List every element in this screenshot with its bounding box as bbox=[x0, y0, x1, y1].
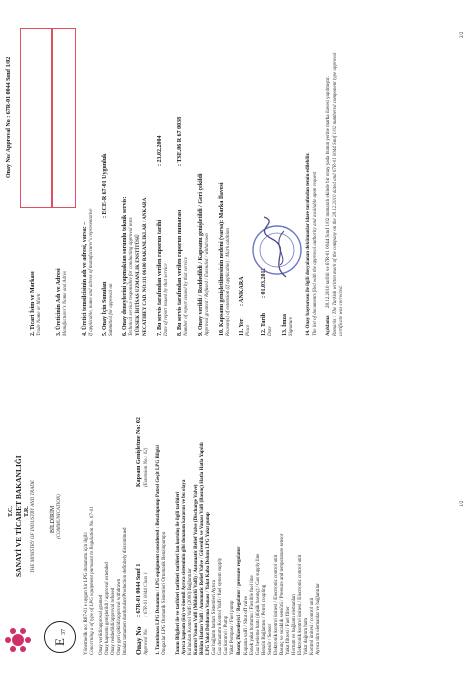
page-number-left: 1/2 bbox=[460, 500, 465, 507]
component-line: Tanım Bilgileri ile ve tarihleri tarihleri tarihleri lan kuruluş ile ilgili tarihleri bbox=[176, 491, 181, 655]
component-line: Esnek yakıt hortumu / Flexible fuel line bbox=[250, 575, 255, 655]
option-line: Onay kapsamı genişletildi / approval extended bbox=[105, 562, 110, 655]
item-2-label: 2. Ticari İsim ve Markası bbox=[30, 271, 36, 336]
item-14-label: 14. Onay başvurusu ile ilgili dosyalanan dokümanlar idare tarafından temin edilebilir. bbox=[306, 152, 311, 336]
item-5-value: : ECE-R 67-01 Uygunluk bbox=[102, 153, 108, 218]
item-8-label: 8. Bu servis tarafından verilen raporun numarası bbox=[177, 209, 183, 336]
item-5-label: 5. Onay İçin Sunulan bbox=[102, 281, 108, 336]
item-8-value: : TSE.06 R 67 0038 bbox=[177, 116, 183, 166]
regulation-line: Yönetmelik no: R67-01 e uygun bir LPG donanımı için ilgili: bbox=[84, 531, 89, 655]
bildirim-title: BİLDİRİM bbox=[50, 505, 56, 533]
component-line: Sensör / Sensor bbox=[268, 623, 273, 655]
option-line: Onay geri çekildi/approval withdrawn bbox=[117, 578, 122, 655]
ministry-logo-icon bbox=[4, 627, 32, 653]
component-line: Benzin Bağlantısı / Petrol coupling bbox=[262, 584, 267, 655]
approval-no-label-english: Approval No. bbox=[144, 628, 149, 655]
component-line: Basınç Düzenleyici / Regulator / pressure regulator bbox=[237, 546, 242, 655]
explanation-english: Remarks : The Turkish written mark of the company on the 28.12.2010 dated and 67R-01 0044 Sınıf 1/02 numbered component type approval certificate was corrected. bbox=[333, 52, 344, 336]
item-12-value: : 01.03.2011 bbox=[261, 267, 267, 298]
component-line: Basınç ve sıcaklık sensörü / Pressure and temperature sensor bbox=[280, 533, 285, 655]
item-11-english: Place bbox=[246, 324, 251, 336]
e-mark-letter: E bbox=[52, 638, 67, 646]
component-line: Yakıt dağıtım hattı bbox=[304, 617, 309, 655]
item-9-label: 9. Onay verildi / Reddedildi / Kapsamı genişletildi / Geri çekildi bbox=[198, 173, 204, 336]
page-number-right: 2/2 bbox=[460, 31, 465, 38]
item-5-english: Submitted for approval on bbox=[109, 283, 114, 336]
redacted-trade-name bbox=[20, 28, 52, 208]
item-6-english: Technical service responsible for conducting approval tests bbox=[129, 217, 134, 336]
item-3-english: Manufacturer's Name and Adres bbox=[63, 271, 68, 336]
explanation-text: 28.12.2010 tarihli ve 67R-01 0044 Sınıf 1/02 numaralı ekinde bir onay yada bunun yerine marka ilavesi yapılmıştır. bbox=[326, 76, 331, 308]
approval-no-value: : 67R-01 0044 Sınıf 1 bbox=[136, 563, 142, 617]
e-mark-circle bbox=[44, 621, 76, 653]
option-line: Onay reddedildi/approval refused bbox=[111, 587, 116, 655]
item-10-english: Reason(s) of extension (if applicable) : Mark addition bbox=[226, 228, 231, 336]
component-line: Kontrol ünitesi / control unit bbox=[310, 597, 315, 655]
component-line: Hortum ve bağlantı elemanları bbox=[292, 593, 297, 655]
item-2-english: Trade Name or Mark bbox=[37, 293, 42, 336]
redacted-manufacturer bbox=[52, 28, 76, 208]
component-line: Elektronik kontrol ünitesi / Electronic control unit bbox=[274, 554, 279, 655]
item-11-label: 11. Yer bbox=[239, 318, 245, 336]
item-6-value-2: NECATIBEY CAD. NO:111 06100 BAKANLIKLAR / ANKARA bbox=[143, 197, 148, 336]
component-line: Gaz besleme hattı (düşük basınç) / Gas supply line bbox=[256, 553, 261, 655]
component-line: Yakıt Pompası / Fuel pump bbox=[230, 600, 235, 655]
item-14-english: The list of documents filed with the approval authority and available upon request bbox=[313, 171, 318, 336]
item-6-label: 6. Onay deneylerini yapmaktan sorumlu teknik servis: bbox=[122, 196, 128, 336]
item-11-value: : ANKARA bbox=[239, 276, 245, 306]
approval-no-label: Onay No bbox=[134, 626, 143, 655]
item-7-english: Date of report issued by that service bbox=[164, 263, 169, 336]
item-12-label: 12. Tarih bbox=[261, 312, 267, 336]
ministry-name: SANAYİ VE TİCARET BAKANLIĞI bbox=[14, 455, 23, 577]
extension-label-english: (Extension No.: 02) bbox=[144, 447, 149, 487]
component-line: Ayrıca tüm elemanlar ve bağlantılar bbox=[316, 583, 321, 655]
item-4-label: 4. Üretici temsilcisinin adı ve adresi, varsa: – bbox=[82, 221, 88, 336]
regulation-line-english: Concerning a of type of LPG equipment pursuant to Regulation No. 67-01 bbox=[90, 506, 95, 655]
component-line: Kullanılan Kontrol Valfi (2000) Bağlantılar bbox=[188, 568, 193, 655]
option-line: Onay verildi/approval granted bbox=[99, 594, 104, 655]
component-line: LPG Yakıt Doldurma Vanası / Yakıt Kaba Dolum LPG Yakıt pump bbox=[206, 512, 211, 655]
item-4-english: If applicable, name and adress of manufacturer's representative bbox=[89, 208, 94, 336]
approval-reference: Onay No/ Approval No : 67R-01 0044 Sınıf 1/02 bbox=[6, 56, 12, 178]
bildirim-english: (COMMUNICATION) bbox=[57, 494, 62, 539]
component-line: Gaz bağlantı hatları Sistemleri Ayrıca bbox=[212, 579, 217, 655]
option-line: Imalatı tamamen durdurulan/Production definitely discontinued bbox=[123, 527, 128, 655]
left-page bbox=[0, 357, 476, 657]
official-stamp-icon bbox=[250, 213, 304, 283]
item-1: 1. Tanıtılması LPG Donanımı / LPG equipment considered : Benzinpump Patrol Geçit LPG Bilgisi bbox=[156, 445, 161, 655]
right-page bbox=[0, 18, 476, 338]
item-7-value: : 23.02.2004 bbox=[157, 135, 163, 166]
component-line: Bölüm Hatları Valfi / Automatic Relief Valve / Güvenlik ve Vanası Valfi (Basınç) Hatla Hatla Yapıldı bbox=[200, 442, 205, 655]
item-13-label: 13. İmza bbox=[282, 314, 288, 336]
item-12-english: Date bbox=[268, 326, 273, 336]
component-line: Elektronik kontrol ünitesi / Electronic control unit bbox=[298, 554, 303, 655]
item-6-value-1: YÜKSEK İHTİSAS UZMANLIK ENSTİTÜSÜ bbox=[136, 234, 141, 336]
component-line: Kontrol Vanası Valfi (Mühürlü Valfi) / Automatic Relief Valve (Discharge Valve) bbox=[194, 484, 199, 655]
ministry-english: THE MINISTRY OF INDUSTRY AND TRADE bbox=[31, 480, 36, 573]
component-line: Kapama valfi / Shut off valve bbox=[244, 595, 249, 655]
component-line: Ayrıca kapsam (ön) ve önemli Ayrıca sisteminin gibi donanım kararını ve bu olaya bbox=[182, 479, 187, 655]
item-13-english: Signature bbox=[289, 316, 294, 336]
component-line: Gaz kontrol / Pump bbox=[224, 615, 229, 655]
ministry-tr: T.R. bbox=[24, 506, 30, 517]
approval-no-value-english: : 67R-01 0044 Class 1 bbox=[144, 572, 149, 617]
e-mark-number: 37 bbox=[61, 629, 67, 635]
explanation-label: Açıklama bbox=[326, 315, 331, 336]
item-7-label: 7. Bu servis tarafından verilen raporun tarihi bbox=[157, 219, 163, 336]
item-1-detail: Otogazlar LPG Otomatik Sistemleri Ortomatik Benzinpumpu bbox=[162, 531, 167, 655]
component-line: Gaz donanımı Kontrol Valfi / fuel system supply bbox=[218, 557, 223, 655]
item-10-label: 10. Kapsamı genişletilmesinin nedeni (varsa): Marka İlavesi bbox=[219, 182, 225, 336]
ministry-tc: T.C. bbox=[8, 506, 14, 517]
item-8-english: Number of report issued by that service bbox=[184, 257, 189, 336]
item-3-label: 3. Üreticinin Adı ve Adresi bbox=[56, 268, 62, 336]
item-9-english: Approval granted / Refused / Extended / withdrawn bbox=[205, 233, 210, 336]
extension-label: Kapsam Genişletme No: 02 bbox=[136, 417, 142, 487]
component-line: Yakıt filtresi / Fuel filter bbox=[286, 606, 291, 655]
